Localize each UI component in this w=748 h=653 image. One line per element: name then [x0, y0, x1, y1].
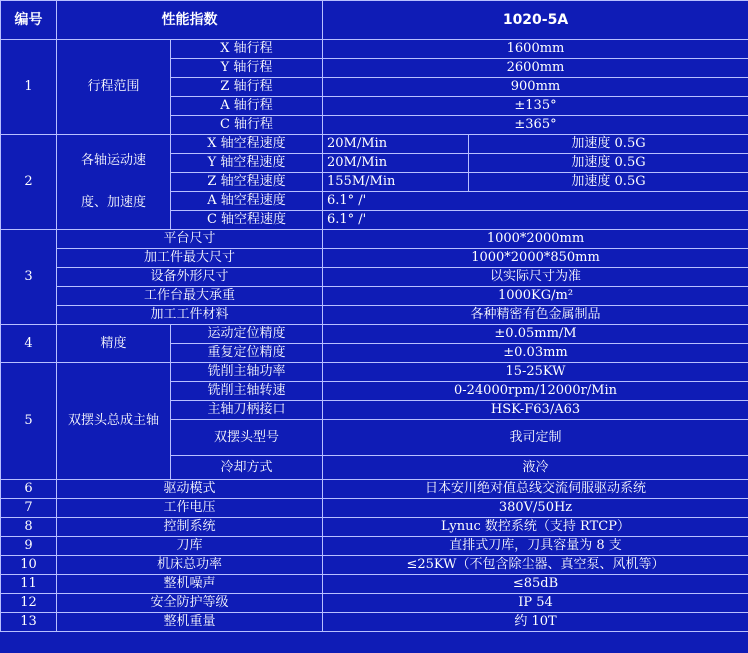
table-row: [1, 287, 748, 306]
accel-value: 加速度 0.5G: [469, 135, 748, 154]
spec-value: 约 10T: [323, 613, 748, 632]
spec-value: ±135°: [323, 97, 748, 116]
spec-label: 整机重量: [57, 613, 323, 632]
header-model: 1020-5A: [323, 1, 748, 40]
section-number: 4: [1, 325, 57, 363]
speed-value: 155M/Min: [323, 173, 469, 192]
spec-value: 1000*2000mm: [323, 230, 748, 249]
section-number: 6: [1, 480, 57, 499]
spec-label: Y 轴空程速度: [171, 154, 323, 173]
table-row: [1, 325, 748, 344]
section-number: 1: [1, 40, 57, 135]
spec-value: 我司定制: [323, 420, 748, 456]
spec-label: 铣削主轴转速: [171, 382, 323, 401]
table-row: [1, 40, 748, 59]
spec-label: 整机噪声: [57, 575, 323, 594]
header-number: 编号: [1, 1, 57, 40]
spec-value: 液冷: [323, 456, 748, 480]
section-number: 11: [1, 575, 57, 594]
spec-label: 驱动模式: [57, 480, 323, 499]
speed-value: 20M/Min: [323, 154, 469, 173]
spec-label: 冷却方式: [171, 456, 323, 480]
table-row: [1, 613, 748, 632]
spec-value: 380V/50Hz: [323, 499, 748, 518]
spec-label: X 轴行程: [171, 40, 323, 59]
spec-label: Z 轴行程: [171, 78, 323, 97]
spec-label: 铣削主轴功率: [171, 363, 323, 382]
header-performance: 性能指数: [57, 1, 323, 40]
spec-value: 2600mm: [323, 59, 748, 78]
speed-value: 6.1° /': [323, 211, 748, 230]
spec-label: 安全防护等级: [57, 594, 323, 613]
table-row: [1, 480, 748, 499]
spec-value: HSK-F63/A63: [323, 401, 748, 420]
spec-value: ±365°: [323, 116, 748, 135]
spec-value: 15-25KW: [323, 363, 748, 382]
spec-label: X 轴空程速度: [171, 135, 323, 154]
section-group: 精度: [57, 325, 171, 363]
spec-value: Lynuc 数控系统（支持 RTCP）: [323, 518, 748, 537]
spec-value: ±0.03mm: [323, 344, 748, 363]
table-row: [1, 537, 748, 556]
spec-value: ≤25KW（不包含除尘器、真空泵、风机等）: [323, 556, 748, 575]
spec-value: 以实际尺寸为准: [323, 268, 748, 287]
spec-value: 各种精密有色金属制品: [323, 306, 748, 325]
spec-label: 双摆头型号: [171, 420, 323, 456]
header-row: [1, 1, 748, 40]
accel-value: 加速度 0.5G: [469, 173, 748, 192]
table-row: [1, 575, 748, 594]
section-number: 10: [1, 556, 57, 575]
speed-value: 20M/Min: [323, 135, 469, 154]
table-row: [1, 556, 748, 575]
spec-label: 工作台最大承重: [57, 287, 323, 306]
section-group: 双摆头总成主轴: [57, 363, 171, 480]
table-row: [1, 306, 748, 325]
spec-label: 工作电压: [57, 499, 323, 518]
spec-label: 主轴刀柄接口: [171, 401, 323, 420]
spec-label: Z 轴空程速度: [171, 173, 323, 192]
spec-label: A 轴行程: [171, 97, 323, 116]
spec-value: ±0.05mm/M: [323, 325, 748, 344]
spec-label: 重复定位精度: [171, 344, 323, 363]
spec-label: 刀库: [57, 537, 323, 556]
section-number: 5: [1, 363, 57, 480]
spec-label: 加工工件材料: [57, 306, 323, 325]
spec-label: 加工件最大尺寸: [57, 249, 323, 268]
section-number: 13: [1, 613, 57, 632]
section-number: 3: [1, 230, 57, 325]
table-row: [1, 518, 748, 537]
section-number: 12: [1, 594, 57, 613]
table-row: [1, 268, 748, 287]
spec-value: 0-24000rpm/12000r/Min: [323, 382, 748, 401]
spec-value: 1000*2000*850mm: [323, 249, 748, 268]
section-group: [57, 135, 171, 230]
section-number: 7: [1, 499, 57, 518]
spec-label: Y 轴行程: [171, 59, 323, 78]
section-group-line: 度、加速度: [80, 195, 146, 210]
spec-label: A 轴空程速度: [171, 192, 323, 211]
spec-value: 日本安川绝对值总线交流伺服驱动系统: [323, 480, 748, 499]
section-group-line: 各轴运动速: [80, 153, 146, 168]
spec-label: 控制系统: [57, 518, 323, 537]
table-row: [1, 135, 748, 154]
section-number: 8: [1, 518, 57, 537]
section-number: 2: [1, 135, 57, 230]
section-number: 9: [1, 537, 57, 556]
section-group: 行程范围: [57, 40, 171, 135]
table-row: [1, 499, 748, 518]
spec-value: 1600mm: [323, 40, 748, 59]
spec-label: 机床总功率: [57, 556, 323, 575]
spec-label: C 轴行程: [171, 116, 323, 135]
spec-label: 平台尺寸: [57, 230, 323, 249]
accel-value: 加速度 0.5G: [469, 154, 748, 173]
spec-label: 运动定位精度: [171, 325, 323, 344]
spec-value: 1000KG/m²: [323, 287, 748, 306]
spec-value: IP 54: [323, 594, 748, 613]
spec-value: 900mm: [323, 78, 748, 97]
spec-label: C 轴空程速度: [171, 211, 323, 230]
table-row: [1, 594, 748, 613]
spec-label: 设备外形尺寸: [57, 268, 323, 287]
table-row: [1, 249, 748, 268]
table-row: [1, 363, 748, 382]
table-row: [1, 230, 748, 249]
speed-value: 6.1° /': [323, 192, 748, 211]
spec-value: ≤85dB: [323, 575, 748, 594]
spec-value: 直排式刀库，刀具容量为 8 支: [323, 537, 748, 556]
